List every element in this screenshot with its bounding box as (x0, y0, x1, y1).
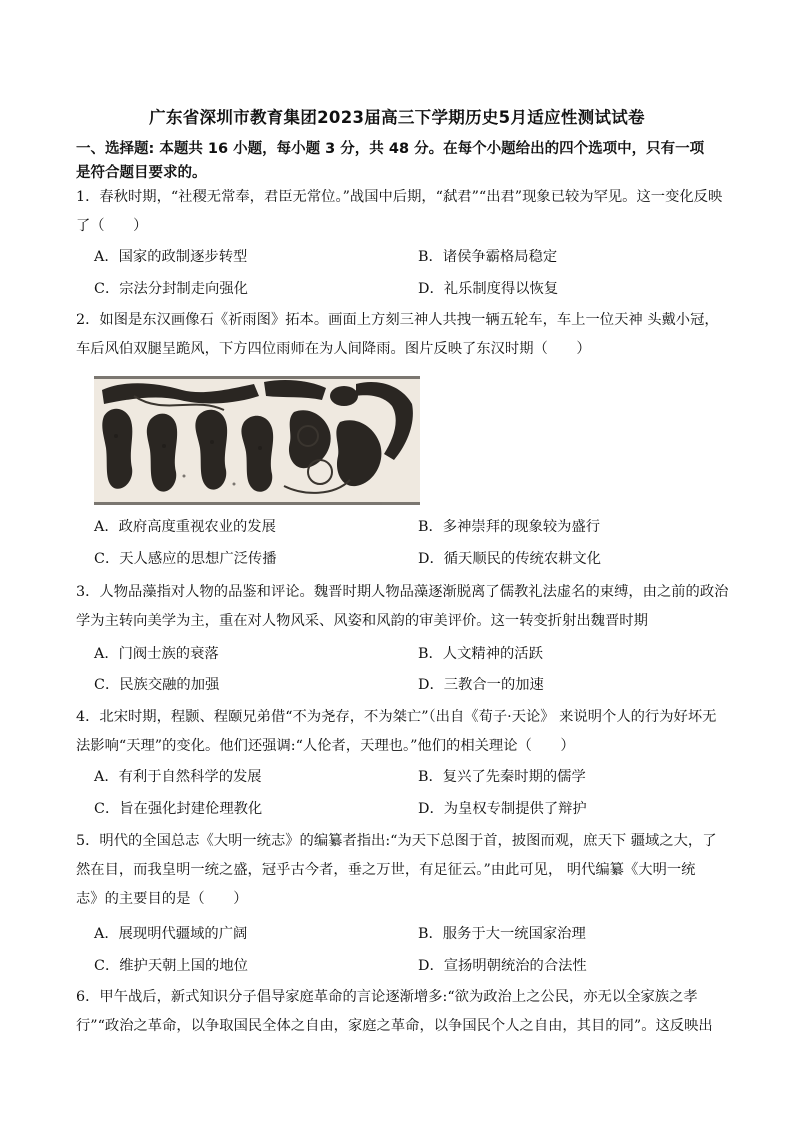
question-2-line-2: 车后风伯双腿呈跪风，下方四位雨师在为人间降雨。图片反映了东汉时期（ ） (76, 341, 591, 357)
rubbing-image (94, 376, 420, 505)
q5-option-a: A．展现明代疆域的广阔 (94, 926, 248, 942)
q1-option-b: B．诸侯争霸格局稳定 (418, 249, 558, 265)
question-4-line-1: 4．北宋时期，程颢、程颐兄弟借“不为尧存，不为桀亡”（出自《荀子·天论》 来说明个人的行为好坏无 (76, 709, 717, 725)
question-3 (76, 578, 740, 636)
q2-option-d: D．循天顺民的传统农耕文化 (418, 551, 602, 567)
question-5 (76, 827, 740, 914)
question-1 (76, 183, 740, 241)
section-line-1: 一、选择题: 本题共 16 小题，每小题 3 分，共 48 分。在每个小题给出的四个选项中，只有一项 (76, 141, 705, 157)
question-6-line-2: 行”“政治之革命，以争取国民全体之自由，家庭之革命，以争国民个人之自由，其目的同”。这反映出 (76, 1018, 713, 1034)
question-1-line-2: 了（ ） (76, 218, 148, 234)
q4-option-b: B．复兴了先秦时期的儒学 (418, 769, 586, 785)
rubbing-illustration (94, 376, 420, 505)
question-2-line-1: 2．如图是东汉画像石《祈雨图》拓本。画面上方刻三神人共拽一辆五轮车，车上一位天神 头戴小冠， (76, 312, 719, 328)
question-5-line-3: 志》的主要目的是（ ） (76, 891, 248, 907)
q3-option-c: C．民族交融的加强 (94, 677, 220, 693)
q3-option-d: D．三教合一的加速 (418, 677, 544, 693)
page-title: 广东省深圳市教育集团2023届高三下学期历史5月适应性测试试卷 (149, 108, 645, 127)
question-1-line-1: 1．春秋时期，“社稷无常奉，君臣无常位。”战国中后期，“弑君”“出君”现象已较为罕见。这一变化反映 (76, 189, 723, 205)
question-6-line-1: 6．甲午战后，新式知识分子倡导家庭革命的言论逐渐增多:“欲为政治上之公民，亦无以全家族之孝 (76, 989, 698, 1005)
section-instructions (76, 137, 736, 185)
q5-option-d: D．宣扬明朝统治的合法性 (418, 958, 587, 974)
q3-option-a: A．门阀士族的衰落 (94, 646, 219, 662)
question-2 (76, 306, 740, 364)
q2-option-a: A．政府高度重视农业的发展 (94, 519, 276, 535)
question-4-line-2: 法影响“天理”的变化。他们还强调:“人伦者，天理也。”他们的相关理论（ ） (76, 738, 575, 754)
q3-option-b: B．人文精神的活跃 (418, 646, 543, 662)
question-3-line-2: 学为主转向美学为主，重在对人物风采、风姿和风韵的审美评价。这一转变折射出魏晋时期 (76, 613, 648, 629)
question-6 (76, 983, 740, 1041)
question-4 (76, 703, 740, 761)
q2-option-b: B．多神崇拜的现象较为盛行 (418, 519, 601, 535)
section-line-2: 是符合题目要求的。 (76, 165, 207, 181)
question-5-line-1: 5．明代的全国总志《大明一统志》的编纂者指出:“为天下总图于首，披图而观，庶天下 疆域之大，了 (76, 833, 717, 849)
q1-option-a: A．国家的政制逐步转型 (94, 249, 248, 265)
q5-option-c: C．维护天朝上国的地位 (94, 958, 248, 974)
q4-option-d: D．为皇权专制提供了辩护 (418, 801, 587, 817)
q5-option-b: B．服务于大一统国家治理 (418, 926, 586, 942)
question-3-line-1: 3．人物品藻指对人物的品鉴和评论。魏晋时期人物品藻逐渐脱离了儒教礼法虚名的束缚，由之前的政治 (76, 584, 729, 600)
q1-option-d: D．礼乐制度得以恢复 (418, 281, 559, 297)
q4-option-c: C．旨在强化封建伦理教化 (94, 801, 263, 817)
q2-option-c: C．天人感应的思想广泛传播 (94, 551, 277, 567)
q4-option-a: A．有利于自然科学的发展 (94, 769, 262, 785)
question-5-line-2: 然在目，而我皇明一统之盛，冠乎古今者，垂之万世，有足征云。”由此可见， 明代编纂《大明一统 (76, 862, 696, 878)
q1-option-c: C．宗法分封制走向强化 (94, 281, 248, 297)
